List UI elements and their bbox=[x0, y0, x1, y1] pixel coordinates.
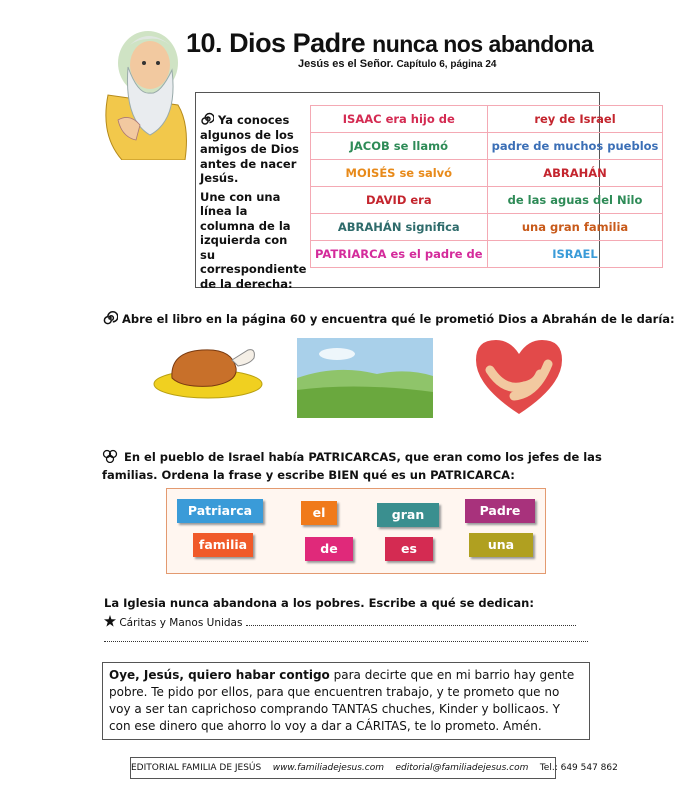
word-tile[interactable]: una bbox=[469, 533, 533, 557]
matching-row bbox=[311, 214, 663, 241]
church-poor-question: La Iglesia nunca abandona a los pobres. Escribe a qué se dedican: bbox=[104, 596, 534, 610]
matching-right-item[interactable]: rey de Israel bbox=[487, 106, 663, 133]
flower-icon bbox=[102, 449, 120, 463]
matching-right-item[interactable]: ABRAHÁN bbox=[487, 160, 663, 187]
matching-left-item[interactable]: ABRAHÁN significa bbox=[311, 214, 488, 241]
matching-left-item[interactable]: JACOB se llamó bbox=[311, 133, 488, 160]
matching-row bbox=[311, 106, 663, 133]
word-tile[interactable]: gran bbox=[377, 503, 439, 527]
spiral-icon bbox=[200, 112, 214, 126]
roast-chicken-image bbox=[152, 338, 264, 400]
matching-left-item[interactable]: PATRIARCA es el padre de bbox=[311, 241, 488, 268]
matching-right-item[interactable]: ISRAEL bbox=[487, 241, 663, 268]
heart-embrace-image bbox=[470, 334, 568, 418]
prayer-bold-start: Oye, Jesús, quiero habar contigo bbox=[109, 668, 330, 682]
matching-left-item[interactable]: MOISÉS se salvó bbox=[311, 160, 488, 187]
matching-right-item[interactable]: padre de muchos pueblos bbox=[487, 133, 663, 160]
matching-row bbox=[311, 241, 663, 268]
matching-row bbox=[311, 133, 663, 160]
matching-table bbox=[310, 105, 663, 268]
word-tile[interactable]: el bbox=[301, 501, 337, 525]
matching-instructions: Ya conoces algunos de los amigos de Dios antes de nacer Jesús. Une con una línea la columna de la izquierda con su correspondiente de la derecha: bbox=[200, 113, 307, 291]
matching-left-item[interactable]: DAVID era bbox=[311, 187, 488, 214]
answer-line-1[interactable]: Cáritas y Manos Unidas bbox=[104, 615, 576, 629]
spiral-icon bbox=[102, 310, 118, 326]
word-tile[interactable]: de bbox=[305, 537, 353, 561]
matching-right-item[interactable]: de las aguas del Nilo bbox=[487, 187, 663, 214]
answer-line-2[interactable] bbox=[104, 641, 588, 642]
matching-row bbox=[311, 160, 663, 187]
word-tile[interactable]: Padre bbox=[465, 499, 535, 523]
matching-row bbox=[311, 187, 663, 214]
promise-instructions: Abre el libro en la página 60 y encuentra qué le prometió Dios a Abrahán de le daría: bbox=[102, 310, 675, 326]
footer: EDITORIAL FAMILIA DE JESÚS www.familiadejesus.com editorial@familiadejesus.com Tel.: 649 547 862 bbox=[130, 757, 556, 779]
word-tiles-box bbox=[166, 488, 546, 574]
prayer-box bbox=[102, 662, 590, 740]
matching-left-item[interactable]: ISAAC era hijo de bbox=[311, 106, 488, 133]
page-title: 10. Dios Padre nunca nos abandona bbox=[186, 28, 594, 58]
abraham-illustration bbox=[100, 25, 190, 160]
word-tile[interactable]: es bbox=[385, 537, 433, 561]
patriarch-instructions: En el pueblo de Israel había PATRICARCAS, que eran como los jefes de las familias. Ordena la frase y escribe BIEN qué es un PATRICARCA: bbox=[102, 450, 602, 482]
word-tile[interactable]: familia bbox=[193, 533, 253, 557]
word-tile[interactable]: Patriarca bbox=[177, 499, 263, 523]
matching-right-item[interactable]: una gran familia bbox=[487, 214, 663, 241]
land-landscape-image bbox=[297, 338, 433, 418]
page-subtitle: Jesús es el Señor. Capítulo 6, página 24 bbox=[298, 58, 497, 70]
prayer-text: para decirte que en mi barrio hay gente pobre. Te pido por ellos, para que encuentren trabajo, y te prometo que no voy a ser tan caprichoso comprando TANTAS chuches, Kinder y bollicaos. Y con ese dinero que ahorro lo voy a dar a CÁRITAS, te lo prometo. Amén. bbox=[109, 668, 575, 733]
star-icon bbox=[104, 615, 116, 627]
